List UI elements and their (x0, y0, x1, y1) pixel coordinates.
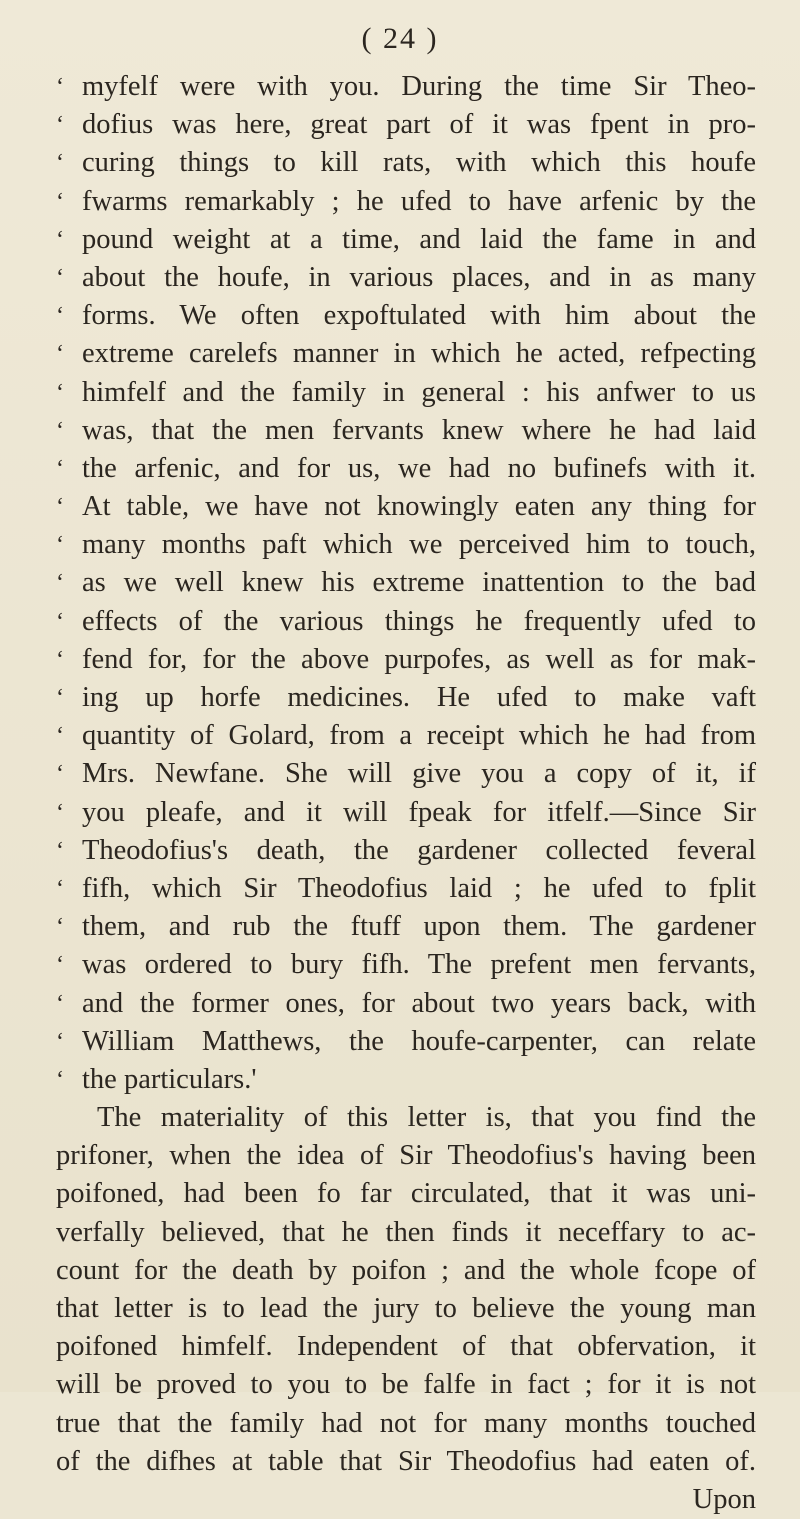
quote-mark: ‘ (56, 1028, 64, 1055)
quote-mark: ‘ (56, 74, 64, 100)
quote-line (56, 488, 756, 526)
quote-line (56, 946, 756, 984)
quote-mark: ‘ (56, 952, 64, 979)
quote-line (56, 106, 756, 144)
quote-mark: ‘ (56, 226, 64, 253)
quoted-letter (56, 68, 756, 1099)
quote-line (56, 183, 756, 221)
quote-mark: ‘ (56, 112, 64, 139)
page-number: ( 24 ) (361, 22, 439, 55)
quote-mark: ‘ (56, 150, 64, 177)
quote-line (56, 259, 756, 297)
catchword: Upon (692, 1483, 756, 1515)
quote-line (56, 526, 756, 564)
quote-line-text: quantity of Golard, from a receipt which he had from (82, 720, 756, 752)
quote-line-text: William Matthews, the houfe-carpenter, can relate (82, 1025, 756, 1057)
quote-line-text: extreme carelefs manner in which he acted, refpecting (82, 338, 756, 370)
paragraph-line: that letter is to lead the jury to believe the young man (56, 1293, 756, 1324)
quote-mark: ‘ (56, 570, 64, 597)
quote-line (56, 870, 756, 908)
commentary-paragraph (56, 1099, 756, 1519)
quote-line-text: fwarms remarkably ; he ufed to have arfenic by the (82, 185, 756, 217)
quote-mark: ‘ (56, 379, 64, 406)
quote-line-text: about the houfe, in various places, and in as many (82, 261, 756, 293)
quote-line (56, 794, 756, 832)
quote-line-text: fend for, for the above purpofes, as well as for mak- (82, 643, 756, 675)
quote-line (56, 374, 756, 412)
quote-line-text: was ordered to bury fifh. The prefent men fervants, (82, 949, 756, 981)
quote-line-text: pound weight at a time, and laid the fame in and (82, 223, 756, 255)
quote-line (56, 679, 756, 717)
quote-line-text: the particulars.' (82, 1063, 257, 1095)
quote-line (56, 450, 756, 488)
paragraph-line: true that the family had not for many months touched (56, 1407, 756, 1439)
quote-line-text: effects of the various things he frequently ufed to (82, 605, 756, 637)
quote-mark: ‘ (56, 723, 64, 750)
quote-mark: ‘ (56, 417, 64, 444)
paragraph-line: poifoned, had been fo far circulated, that it was uni- (56, 1178, 756, 1210)
quote-line-text: ing up horfe medicines. He ufed to make vaft (82, 682, 756, 713)
quote-line-text: as we well knew his extreme inattention to the bad (82, 567, 756, 599)
quote-mark: ‘ (56, 341, 64, 368)
quote-line-text: myfelf were with you. During the time Sir Theo- (82, 71, 756, 102)
quote-line-text: was, that the men fervants knew where he had laid (82, 414, 756, 446)
paragraph-line: The materiality of this letter is, that you find the (97, 1102, 756, 1134)
quote-line-text: them, and rub the ftuff upon them. The gardener (82, 911, 756, 943)
quote-mark: ‘ (56, 646, 64, 673)
quote-mark: ‘ (56, 303, 64, 330)
quote-mark: ‘ (56, 914, 64, 941)
quote-line (56, 985, 756, 1023)
quote-line (56, 908, 756, 946)
quote-line-text: curing things to kill rats, with which this houfe (82, 147, 756, 179)
quote-mark: ‘ (56, 799, 64, 826)
quote-line-text: you pleafe, and it will fpeak for itfelf.—Since Sir (82, 796, 756, 828)
quote-mark: ‘ (56, 608, 64, 635)
quote-mark: ‘ (56, 264, 64, 291)
quote-line (56, 717, 756, 755)
quote-mark: ‘ (56, 837, 64, 864)
quote-line (56, 564, 756, 602)
quote-line-text: and the former ones, for about two years back, with (82, 987, 756, 1019)
quote-mark: ‘ (56, 532, 64, 559)
quote-line-text: fifh, which Sir Theodofius laid ; he ufed to fplit (82, 872, 756, 904)
quote-line (56, 755, 756, 793)
quote-mark: ‘ (56, 455, 64, 482)
quote-line (56, 832, 756, 870)
quote-line-text: At table, we have not knowingly eaten any thing for (82, 491, 756, 523)
quote-mark: ‘ (56, 761, 64, 788)
quote-line (56, 144, 756, 182)
quote-line-text: Mrs. Newfane. She will give you a copy of it, if (82, 758, 756, 790)
quote-line (56, 412, 756, 450)
quote-line (56, 603, 756, 641)
quote-mark: ‘ (56, 1066, 64, 1093)
quote-line (56, 221, 756, 259)
quote-line-text: dofius was here, great part of it was fpent in pro- (82, 109, 756, 141)
quote-line (56, 1061, 756, 1099)
quote-line-text: forms. We often expoftulated with him about the (82, 300, 756, 332)
quote-line-text: himfelf and the family in general : his anfwer to us (82, 376, 756, 408)
body-text (56, 68, 756, 1519)
quote-line-text: the arfenic, and for us, we had no bufinefs with it. (82, 452, 756, 484)
quote-line (56, 335, 756, 373)
quote-line-text: many months paft which we perceived him to touch, (82, 529, 756, 561)
quote-mark: ‘ (56, 494, 64, 521)
quote-mark: ‘ (56, 188, 64, 215)
paragraph-line: prifoner, when the idea of Sir Theodofius's having been (56, 1140, 756, 1172)
quote-mark: ‘ (56, 990, 64, 1017)
quote-line (56, 1023, 756, 1061)
paragraph-line: count for the death by poifon ; and the whole fcope of (56, 1254, 756, 1286)
paragraph-line: poifoned himfelf. Independent of that obfervation, it (56, 1331, 756, 1363)
paragraph-line: will be proved to you to be falfe in fact ; for it is not (56, 1369, 756, 1401)
paragraph-line: verfally believed, that he then finds it neceffary to ac- (56, 1216, 756, 1248)
quote-line (56, 641, 756, 679)
quote-mark: ‘ (56, 875, 64, 902)
quote-mark: ‘ (56, 685, 64, 711)
paragraph-line: of the difhes at table that Sir Theodofius had eaten of. (56, 1445, 756, 1477)
quote-line-text: Theodofius's death, the gardener collected feveral (82, 834, 756, 866)
quote-line (56, 297, 756, 335)
quote-line (56, 68, 756, 106)
